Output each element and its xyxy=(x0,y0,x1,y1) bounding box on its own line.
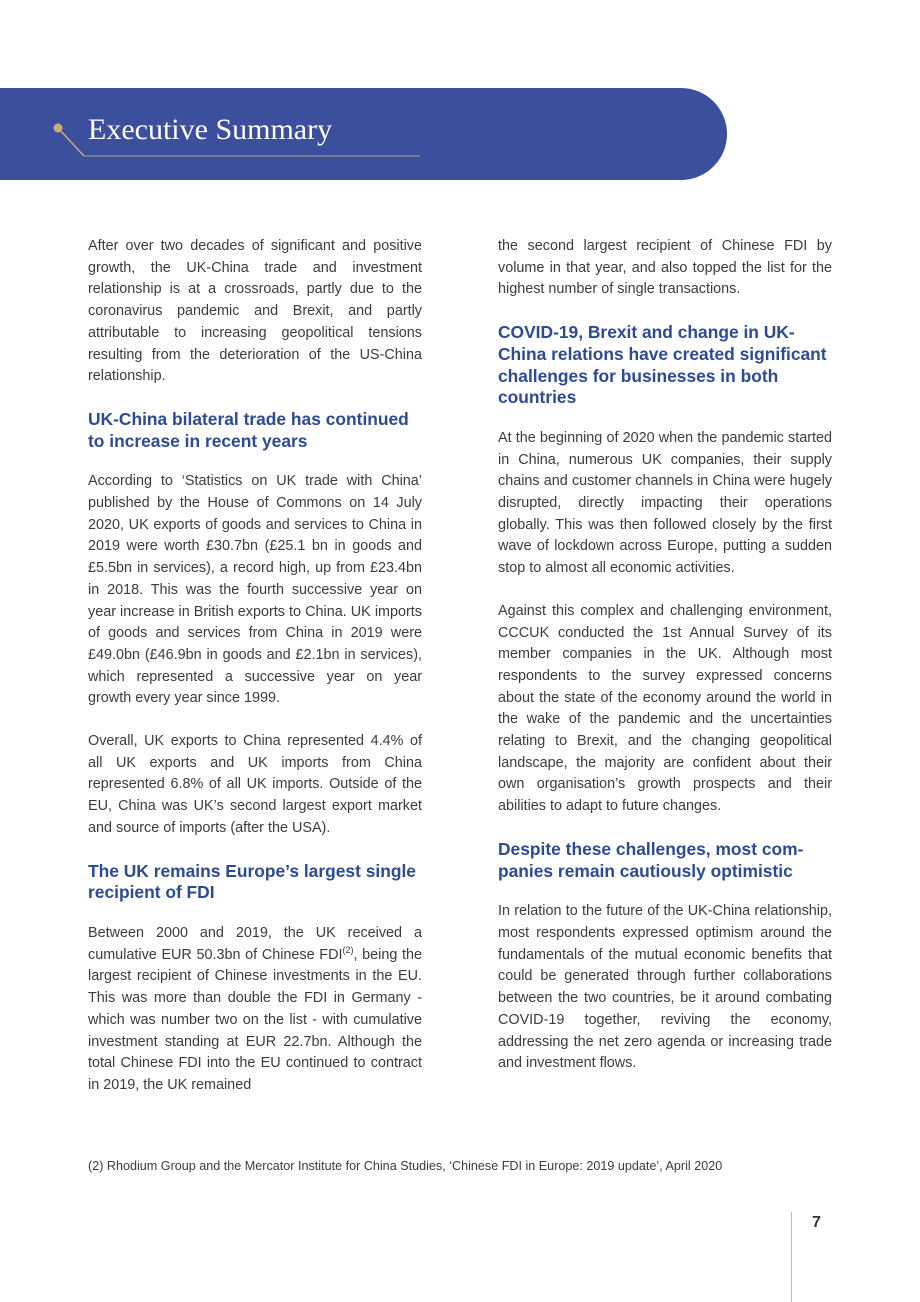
page-number: 7 xyxy=(812,1214,821,1231)
covid-paragraph-1: At the beginning of 2020 when the pandemic started in China, numerous UK companies, their supply chains and customer channels in China were hugely disrupted, directly impacting their operations globally. This was then followed closely by the first wave of lockdown across Europe, putting a sudden stop to almost all economic activities. xyxy=(498,429,832,577)
page-title: Executive Summary xyxy=(88,113,333,146)
fdi-text-part2: , being the largest recipient of Chinese investments in the EU. This was more than double the FDI in Germany - which was number two on the list - with cumulative investment standing at EUR 22.7bn. Although the total Chinese FDI into the EU continued to contract in 2019, the UK remained xyxy=(88,946,423,1093)
covid-paragraph-2: Against this complex and challenging environment, CCCUK conducted the 1st Annual Survey of its member companies in the UK. Although most respondents to the survey expressed concerns about the state of the economy around the world in the wake of the pandemic and the uncertainties relating to Brexit, and the changing geopolitical landscape, the majority are confident about their own organisation’s growth prospects and their abilities to adapt to future changes. xyxy=(498,602,832,815)
trade-paragraph-1: According to ‘Statistics on UK trade with China’ published by the House of Commons on 14 July 2020, UK exports of goods and services to China in 2019 were worth £30.7bn (£25.1 bn in goods and £5.5bn in services), a record high, up from £23.4bn in 2018. This was the fourth successive year on year increase in British exports to China. UK imports of goods and services from China in 2019 were £49.0bn (£46.9bn in goods and £2.1bn in services), which represented a successive year on year growth every year since 1999. xyxy=(88,473,422,707)
heading-bilateral-trade: UK-China bilateral trade has continued to increase in recent years xyxy=(88,408,409,451)
intro-paragraph: After over two decades of significant and positive growth, the UK-China trade and investment relationship is at a crossroads, partly due to the coronavirus pandemic and Brexit, and partly attributable to increasing geopolitical tensions resulting from the deterioration of the US-China relationship. xyxy=(88,238,422,385)
footnote: (2) Rhodium Group and the Mercator Institute for China Studies, ‘Chinese FDI in Europe: 2019 update’, April 2020 xyxy=(88,1159,723,1173)
page-number-divider xyxy=(791,1212,792,1302)
heading-fdi: The UK remains Europe’s largest single recipient of FDI xyxy=(88,860,416,903)
optimism-paragraph: In relation to the future of the UK-China relationship, most respondents expressed optimism around the fundamentals of the mutual economic benefits that could be generated through further collaborations between the two countries, be it around combating COVID-19 together, reviving the economy, addressing the net zero agenda or increasing trade and investment flows. xyxy=(498,903,832,1072)
trade-paragraph-2: Overall, UK exports to China represented 4.4% of all UK exports and UK imports from China represented 6.8% of all UK imports. Outside of the EU, China was UK’s second largest export market and source of imports (after the USA). xyxy=(88,733,422,836)
fdi-continued-paragraph: the second largest recipient of Chinese FDI by volume in that year, and also topped the list for the highest number of single transactions. xyxy=(498,238,832,298)
fdi-text-part1: Between 2000 and 2019, the UK received a cumulative EUR 50.3bn of Chinese FDI xyxy=(88,924,422,963)
right-column xyxy=(498,236,832,1096)
heading-covid-brexit: COVID-19, Brexit and change in UK-China relations have created significant challenges for businesses in both countries xyxy=(498,322,827,408)
footnote-reference: (2) xyxy=(342,944,354,955)
bullet-dot-icon xyxy=(54,124,63,133)
fdi-paragraph xyxy=(88,923,422,1097)
heading-optimism: Despite these challenges, most com- panies remain cautiously optimistic xyxy=(498,838,804,881)
left-column xyxy=(88,236,422,1118)
